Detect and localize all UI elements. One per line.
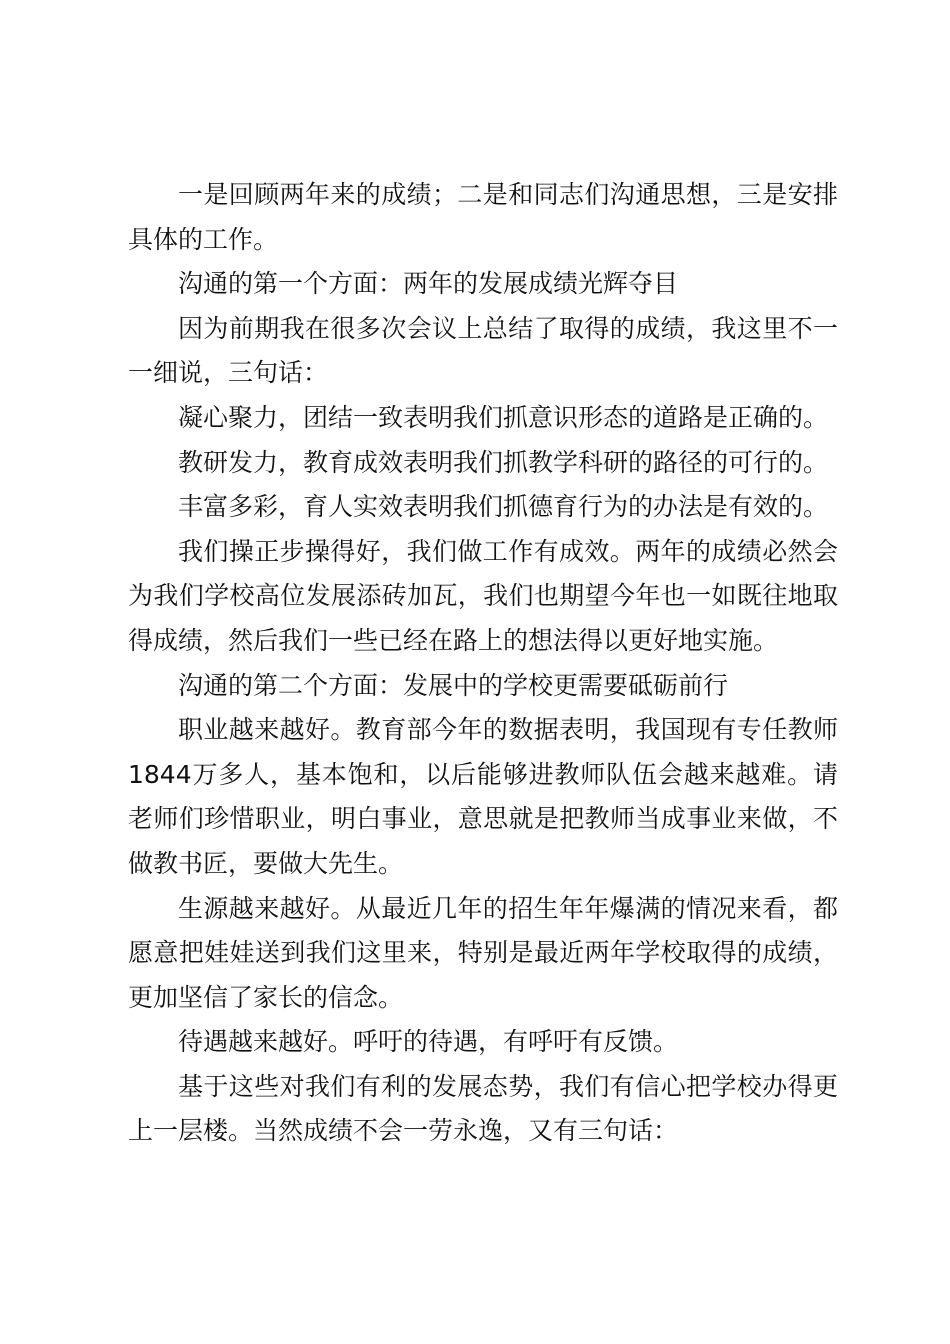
paragraph-progress-summary: 我们操正步操得好，我们做工作有成效。两年的成绩必然会为我们学校高位发展添砖加瓦，我们也期望今年也一如既往地取得成绩，然后我们一些已经在路上的想法得以更好地实施。 bbox=[128, 536, 838, 655]
paragraph-three-sentences-intro: 因为前期我在很多次会议上总结了取得的成绩，我这里不一一细说，三句话： bbox=[128, 313, 838, 388]
paragraph-benefits: 待遇越来越好。呼吁的待遇，有呼吁有反馈。 bbox=[178, 1027, 679, 1057]
paragraph-profession: 职业越来越好。教育部今年的数据表明，我国现有专任教师1844万多人，基本饱和，以后能够进教师队伍会越来越难。请老师们珍惜职业，明白事业，意思就是把教师当成事业来做，不做教书匠，要做大先生。 bbox=[128, 715, 838, 878]
paragraph-section-two-heading: 沟通的第二个方面：发展中的学校更需要砥砺前行 bbox=[178, 670, 729, 700]
paragraph-enrollment: 生源越来越好。从最近几年的招生年年爆满的情况来看，都愿意把娃娃送到我们这里来，特别是最近两年学校取得的成绩，更加坚信了家长的信念。 bbox=[128, 893, 838, 1012]
document-body bbox=[128, 173, 838, 1154]
paragraph-unity: 凝心聚力，团结一致表明我们抓意识形态的道路是正确的。 bbox=[178, 402, 829, 432]
paragraph-section-one-heading: 沟通的第一个方面：两年的发展成绩光辉夺目 bbox=[178, 269, 679, 299]
paragraph-review-achievements: 一是回顾两年来的成绩；二是和同志们沟通思想，三是安排具体的工作。 bbox=[128, 180, 838, 254]
paragraph-teaching-research: 教研发力，教育成效表明我们抓教学科研的路径的可行的。 bbox=[178, 447, 829, 477]
paragraph-outlook: 基于这些对我们有利的发展态势，我们有信心把学校办得更上一层楼。当然成绩不会一劳永逸，又有三句话： bbox=[128, 1071, 838, 1146]
paragraph-moral-education: 丰富多彩，育人实效表明我们抓德育行为的办法是有效的。 bbox=[178, 492, 829, 522]
